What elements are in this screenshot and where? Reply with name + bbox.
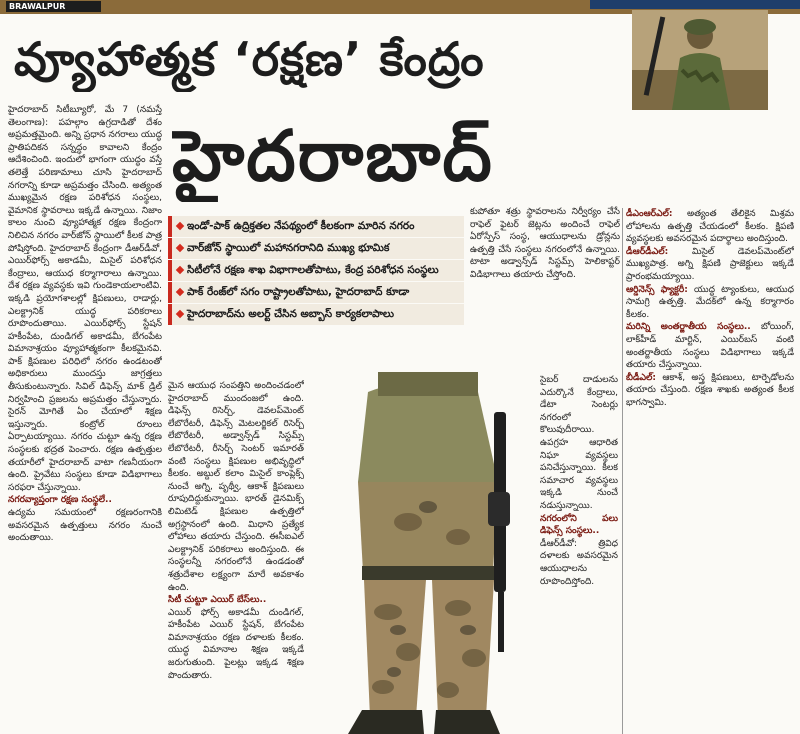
article-column-1 [8,104,162,734]
article-column-4 [626,208,794,734]
col4-subhead: ఆర్డినెన్స్ ఫ్యాక్టరీ: [626,284,688,295]
highlight-item: వార్‌జోన్ స్థాయిలో మహానగరానిది ముఖ్య భూమిక [168,238,464,259]
col2-subhead: సిటీ చుట్టూ ఎయిర్ బేస్‌లు.. [168,595,267,606]
col4-paragraph: అత్యంత తేలికైన మిశ్రమ లోహాలను ఉత్పత్తి చేయడంలో కీలకం. క్షిపణి వ్యవస్థలకు అవసరమైన పదార్థాలు అందిస్తుంది. [626,209,794,245]
col4-paragraph: యుద్ధ ట్యాంకులు, ఆయుధ సామగ్రి ఉత్పత్తి. మేదక్‌లో ఉన్న కర్మాగారం కీలకం. [626,284,794,320]
soldier-figure [298,372,544,734]
masthead-right-bar [590,0,800,9]
article-column-2 [168,380,304,734]
col4-paragraph: బోయింగ్, లాక్‌హీడ్ మార్టిన్, ఎయిర్‌బస్ వంటి అంతర్జాతీయ సంస్థలు విడిభాగాలు ఇక్కడే తయారు చేస్తున్నాయి. [626,322,794,371]
highlight-item: ఇండో-పాక్ ఉద్రిక్తతల నేపథ్యంలో కీలకంగా మారిన నగరం [168,216,464,237]
column-divider [622,208,623,734]
col4-subhead: మరిన్ని అంతర్జాతీయ సంస్థలు.. [626,322,751,333]
highlight-item: సిటీలోనే రక్షణ శాఖ విభాగాలతోపాటు, కేంద్ర పరిశోధన సంస్థలు [168,260,464,281]
col1-subhead: నగరవ్యాప్తంగా రక్షణ సంస్థలే.. [8,495,112,506]
col3-paragraph-1: కుపోతూ శత్రు స్థావరాలను నిర్వీర్యం చేసే రాఫెల్ ఫైటర్ జెట్లను అందించే రాఫెల్ ఏరోస్పేస్ సంస్థ, ఆయుధాలను డ్రోన్లను ఉత్పత్తి చేసే సంస్థలు నగరంలోనే ఉన్నాయి. టాటా అడ్వాన్స్‌డ్ సిస్టమ్స్ హెలికాప్టర్ విడిభాగాలు తయారు చేస్తోంది. [470,207,620,280]
col3-subhead: నగరంలోని పలు డిఫెన్స్ సంస్థలు.. [540,513,618,537]
col1-paragraph-1: హైదరాబాద్ సిటీబ్యూరో, మే 7 (నమస్తే తెలంగాణ): పహల్గాం ఉగ్రదాడితో దేశం అప్రమత్తమైంది. అన్ని ప్రధాన నగరాలు యుద్ధ ప్రాతిపదికన సన్నద్ధం కావాలని కేంద్రం ఆదేశించింది. ఇందులో భాగంగా యుద్ధం వస్తే తలెత్తే పరిణామాలు చూసి హైదరాబాద్ నగరాన్ని కూడా అప్రమత్తం చేసింది. అత్యంత ముఖ్యమైన రక్షణ పరిశోధన సంస్థలు, వైమానిక స్థావరాలు ఇక్కడే ఉన్నాయి. నిజాం కాలం నుంచి వ్యూహాత్మక రక్షణ కేంద్రంగా నిలిచిన నగరం వార్‌జోన్ స్థాయిలో కీలక పాత్ర పోషిస్తోంది. హైదరాబాద్ కేంద్రంగా డీఆర్‌డీవో, ఎయిర్‌ఫోర్స్ అకాడమీ, మిసైల్ పరిశోధన కేంద్రాలు, ఆయుధ కర్మాగారాలు ఉన్నాయి. దేశ రక్షణ వ్యవస్థకు ఇవి గుండెకాయలాంటివి. ఇక్కడి ప్రయోగశాలల్లో క్షిపణులు, రాడార్లు, ఎలక్ట్రానిక్ యుద్ధ పరికరాలు రూపొందుతాయి. ఎయిర్‌ఫోర్స్ స్టేషన్ హకీంపేట, దుండిగల్ అకాడమీ, బేగంపేట విమానాశ్రయం వ్యూహాత్మకంగా కీలకమైనవి. పాక్ క్షిపణుల పరిధిలో నగరం ఉండటంతో అధికారులు ముందస్తు జాగ్రత్తలు తీసుకుంటున్నారు. సివిల్ డిఫెన్స్ మాక్ డ్రిల్ నిర్వహించి ప్రజలను అప్రమత్తం చేస్తున్నారు. సైరన్ మోగితే ఏం చేయాలో శిక్షణ ఇస్తున్నారు. కంట్రోల్ రూంలు ఏర్పాటయ్యాయి. నగరం చుట్టూ ఉన్న రక్షణ సంస్థలకు భద్రత పెంచారు. రక్షణ ఉత్పత్తుల తయారీలో హైదరాబాద్ వాటా గణనీయంగా ఉంది. ప్రైవేటు సంస్థలు కూడా విడిభాగాలు సరఫరా చేస్తున్నాయి. [8,105,162,493]
col2-paragraph-2: ఎయిర్ ఫోర్స్ అకాడమీ దుండిగల్, హకీంపేట ఎయిర్ స్టేషన్, బేగంపేట విమానాశ్రయం రక్షణ దళాలకు కీలకం. యుద్ధ విమానాల శిక్షణ ఇక్కడే జరుగుతుంది. పైలట్లు ఇక్కడ శిక్షణ పొందుతారు. [168,607,304,681]
soldier-photo [632,10,768,110]
col3-paragraph-2: సైబర్ దాడులను ఎదుర్కొనే కేంద్రాలు, డేటా సెంటర్లు నగరంలో కొలువుదీరాయి. ఉపగ్రహ ఆధారిత నిఘా వ్యవస్థలు పనిచేస్తున్నాయి. కీలక సమాచార వ్యవస్థలు ఇక్కడి నుంచే నడుస్తున్నాయి. [540,375,618,511]
col1-paragraph-2: ఉద్యమ సమయంలో రక్షణరంగానికి అవసరమైన ఉత్పత్తులు నగరం నుంచే అందుతాయి. [8,508,162,544]
highlight-item: పాక్ రేంజ్‌లో సగం రాష్ట్రాలతోపాటు, హైదరాబాద్ కూడా [168,282,464,303]
article-column-3-top [470,206,620,374]
col4-paragraph: ఆకాశ్, అస్త్ర క్షిపణులు, టార్పెడోలను తయారు చేస్తుంది. రక్షణ శాఖకు అత్యంత కీలక భాగస్వామి. [626,372,794,408]
col3-paragraph-3: డీఆర్‌డీవో: త్రివిధ దళాలకు అవసరమైన ఆయుధాలను రూపొందిస్తోంది. [540,538,618,587]
col4-subhead: డీఆర్‌డీఎల్: [626,246,669,257]
main-headline: హైదరాబాద్ [172,115,494,197]
highlight-item: హైదరాబాద్‌ను అలర్ట్ చేసిన అబ్బాస్ కార్యకలాపాలు [168,304,464,325]
masthead-label: BRAWALPUR [6,1,101,12]
article-column-3-side [540,374,618,734]
col2-paragraph-1: మైన ఆయుధ సంపత్తిని అందించడంలో హైదరాబాద్ ముందంజలో ఉంది. డిఫెన్స్ రిసెర్చ్, డెవలప్‌మెంట్ లేబొరేటరీ, డిఫెన్స్ మెటలర్జికల్ రిసెర్చ్ లేబొరేటరీ, అడ్వాన్స్‌డ్ సిస్టమ్స్ లేబొరేటరీ, రీసెర్చ్ సెంటర్ ఇమారత్ వంటి సంస్థలు క్షిపణుల అభివృద్ధిలో కీలకం. అబ్దుల్ కలాం మిసైల్ కాంప్లెక్స్ నుంచే అగ్ని, పృథ్వీ, ఆకాశ్ క్షిపణులు రూపుదిద్దుకున్నాయి. భారత్ డైనమిక్స్ లిమిటెడ్ క్షిపణుల ఉత్పత్తిలో అగ్రస్థానంలో ఉంది. మిధాని ప్రత్యేక లోహాలు తయారు చేస్తుంది. ఈసీఐఎల్ ఎలక్ట్రానిక్ పరికరాలు అందిస్తుంది. ఈ సంస్థలన్నీ నగరంలోనే ఉండడంతో శత్రుదేశాల లక్ష్యంగా మారే అవకాశం ఉంది. [168,381,304,593]
col4-subhead: బీడీఎల్: [626,372,656,383]
col4-subhead: డీఎంఆర్‌ఎల్: [626,209,673,219]
kicker-headline: వ్యూహాత్మక ‘రక్షణ’ కేంద్రం [14,32,485,86]
highlights-box [168,216,464,374]
col4-paragraph: మిసైల్ డెవలప్‌మెంట్‌లో ముఖ్యపాత్ర. అగ్ని క్షిపణి ప్రాజెక్టులు ఇక్కడే ప్రారంభమయ్యాయి. [626,246,794,282]
